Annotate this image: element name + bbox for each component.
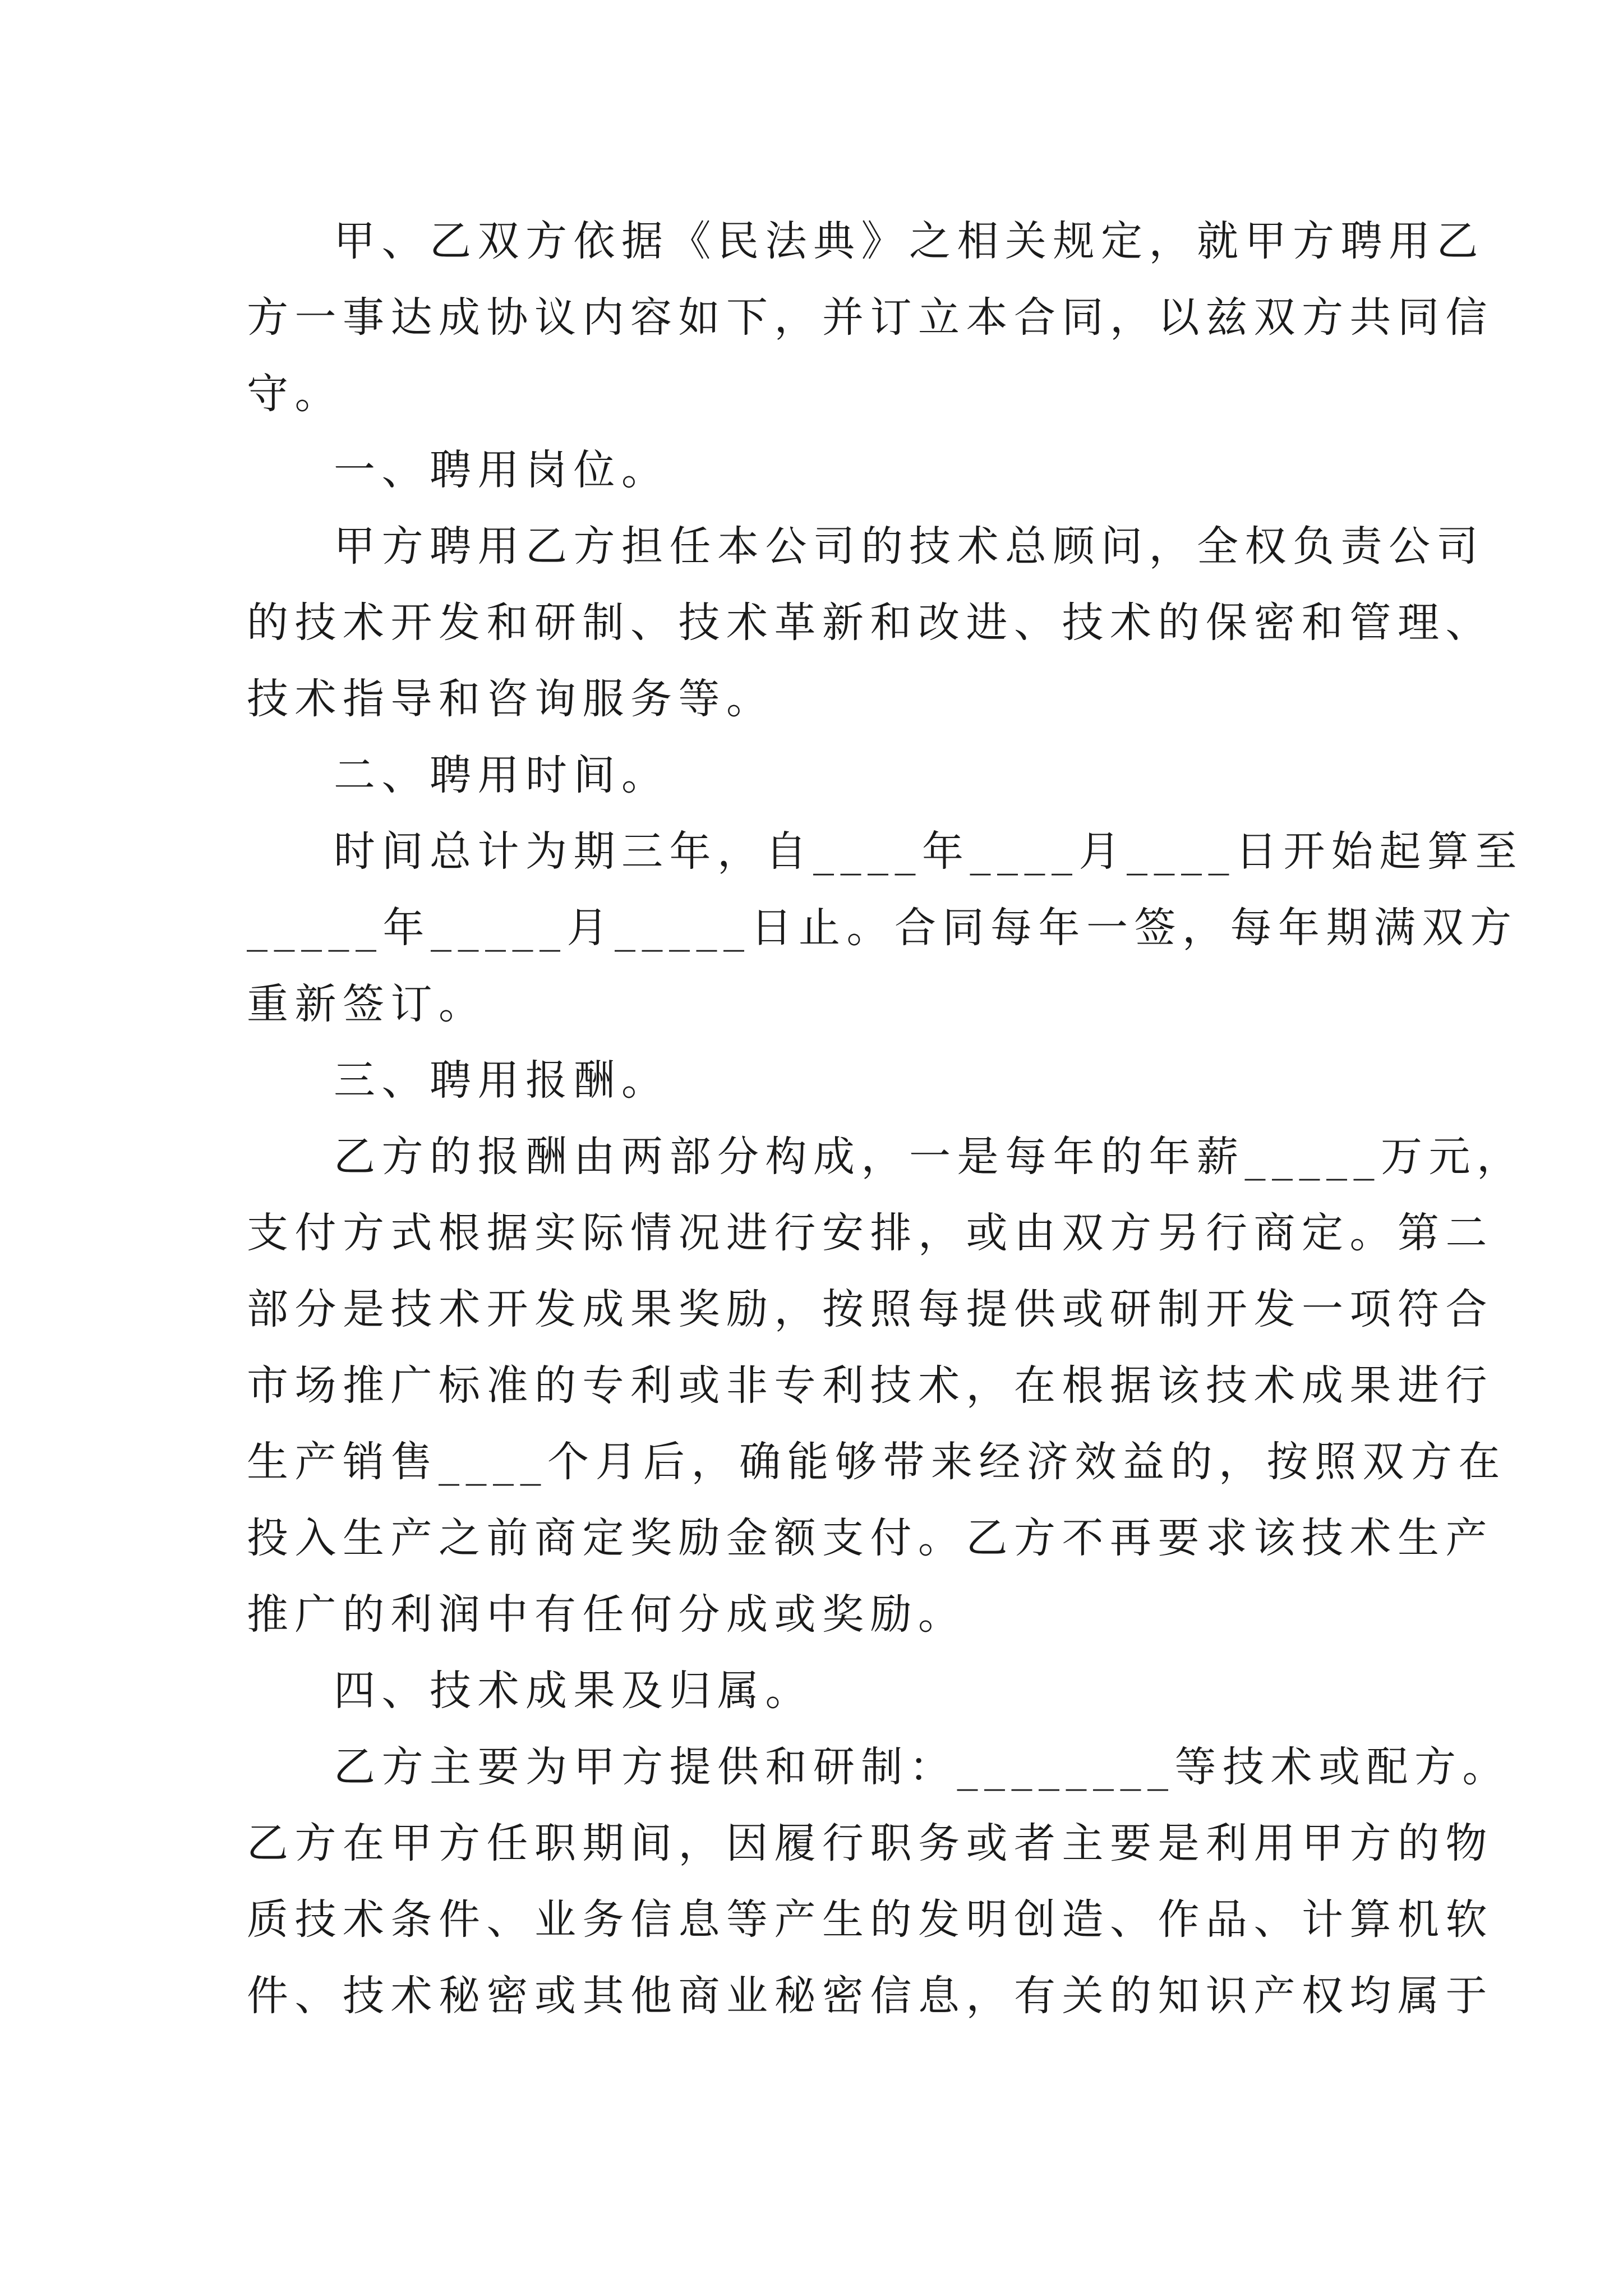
- paragraph-line: 支付方式根据实际情况进行安排，或由双方另行商定。第二: [247, 1209, 1493, 1257]
- section-heading: 三、聘用报酬。: [334, 1056, 670, 1105]
- paragraph-line: 技术指导和咨询服务等。: [247, 675, 774, 723]
- paragraph-line: 质技术条件、业务信息等产生的发明创造、作品、计算机软: [247, 1895, 1493, 1944]
- paragraph-line: 推广的利润中有任何分成或奖励。: [247, 1590, 966, 1639]
- paragraph-line: 部分是技术开发成果奖励，按照每提供或研制开发一项符合: [247, 1285, 1493, 1333]
- paragraph-line: 甲、乙双方依据《民法典》之相关规定，就甲方聘用乙: [334, 217, 1484, 265]
- paragraph-line: 方一事达成协议内容如下，并订立本合同，以兹双方共同信: [247, 293, 1493, 342]
- section-heading: 一、聘用岗位。: [334, 446, 670, 494]
- paragraph-line: 乙方的报酬由两部分构成，一是每年的年薪_____万元，: [334, 1133, 1525, 1181]
- paragraph-line: 生产销售____个月后，确能够带来经济效益的，按照双方在: [247, 1438, 1506, 1486]
- paragraph-line: 重新签订。: [247, 980, 487, 1028]
- section-heading: 四、技术成果及归属。: [334, 1667, 813, 1715]
- paragraph-line: 时间总计为期三年，自____年____月____日开始起算至: [334, 827, 1523, 876]
- paragraph-line: 市场推广标准的专利或非专利技术，在根据该技术成果进行: [247, 1361, 1493, 1410]
- paragraph-line: 守。: [247, 370, 343, 418]
- paragraph-line: 投入生产之前商定奖励金额支付。乙方不再要求该技术生产: [247, 1514, 1493, 1562]
- paragraph-line: 件、技术秘密或其他商业秘密信息，有关的知识产权均属于: [247, 1972, 1493, 2020]
- paragraph-line: 乙方主要为甲方提供和研制：________等技术或配方。: [334, 1743, 1510, 1791]
- paragraph-line: 乙方在甲方任职期间，因履行职务或者主要是利用甲方的物: [247, 1819, 1493, 1867]
- paragraph-line: 的技术开发和研制、技术革新和改进、技术的保密和管理、: [247, 599, 1493, 647]
- section-heading: 二、聘用时间。: [334, 751, 670, 799]
- paragraph-line: 甲方聘用乙方担任本公司的技术总顾问，全权负责公司: [334, 522, 1484, 570]
- paragraph-line: _____年_____月_____日止。合同每年一签，每年期满双方: [247, 904, 1518, 952]
